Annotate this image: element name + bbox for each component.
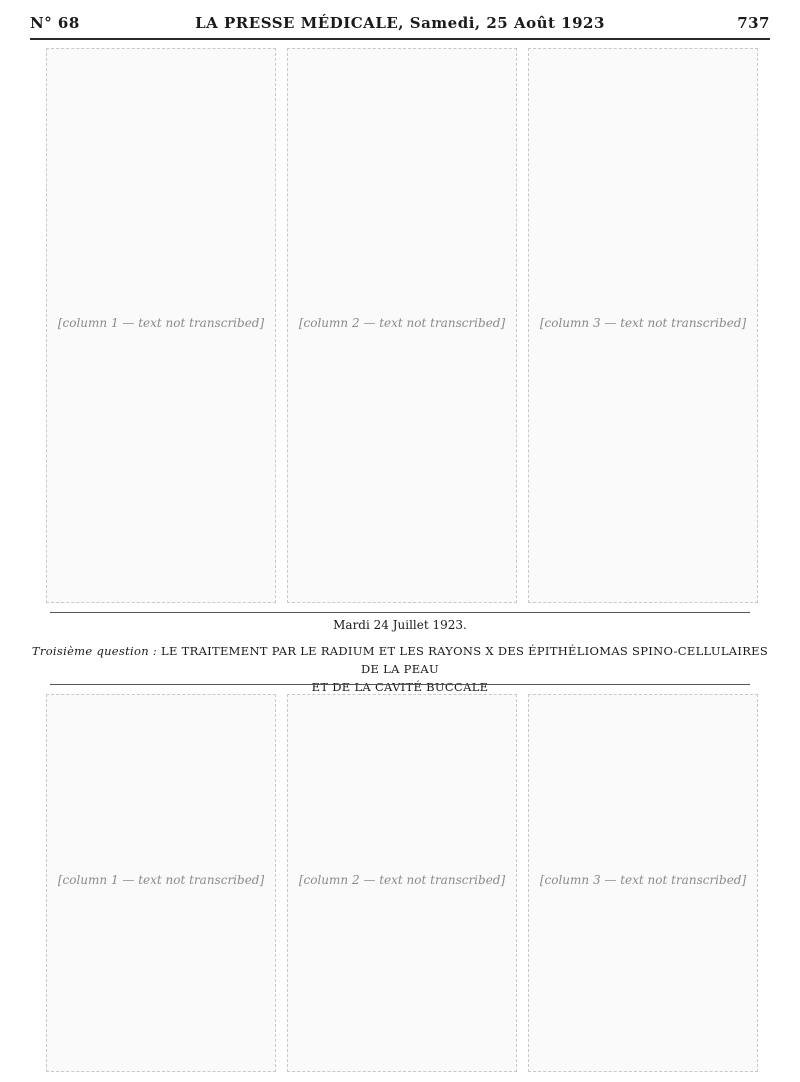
question-label: Troisième question : (31, 644, 158, 658)
lower-column-2 (287, 694, 517, 1072)
omitted-note: [column 2 — text not transcribed] (298, 315, 506, 330)
issue-number: N° 68 (30, 14, 80, 32)
question-title-line2: ET DE LA CAVITÉ BUCCALE (311, 680, 489, 694)
omitted-note: [column 3 — text not transcribed] (539, 315, 747, 330)
question-title-line1: LE TRAITEMENT PAR LE RADIUM ET LES RAYONS X DES ÉPITHÉLIOMAS SPINO-CELLULAIRES DE LA PEAU (161, 644, 769, 676)
omitted-text-placeholder (46, 48, 276, 603)
omitted-text-placeholder (46, 694, 276, 1072)
omitted-note: [column 1 — text not transcribed] (57, 315, 265, 330)
upper-column-3 (528, 48, 758, 603)
omitted-note: [column 1 — text not transcribed] (57, 873, 265, 887)
omitted-text-placeholder (287, 48, 517, 603)
lower-column-3 (528, 694, 758, 1072)
question-title (30, 642, 770, 696)
page-header (30, 14, 770, 40)
page-number: 737 (737, 14, 770, 32)
omitted-text-placeholder (528, 694, 758, 1072)
upper-column-1 (46, 48, 276, 603)
upper-column-2 (287, 48, 517, 603)
meeting-date: Mardi 24 Juillet 1923. (333, 618, 467, 632)
journal-title: LA PRESSE MÉDICALE, Samedi, 25 Août 1923 (195, 14, 605, 32)
omitted-note: [column 2 — text not transcribed] (298, 873, 506, 887)
omitted-text-placeholder (528, 48, 758, 603)
lower-column-1 (46, 694, 276, 1072)
omitted-note: [column 3 — text not transcribed] (539, 873, 747, 887)
section-divider (50, 612, 750, 613)
omitted-text-placeholder (287, 694, 517, 1072)
section-divider (50, 684, 750, 685)
